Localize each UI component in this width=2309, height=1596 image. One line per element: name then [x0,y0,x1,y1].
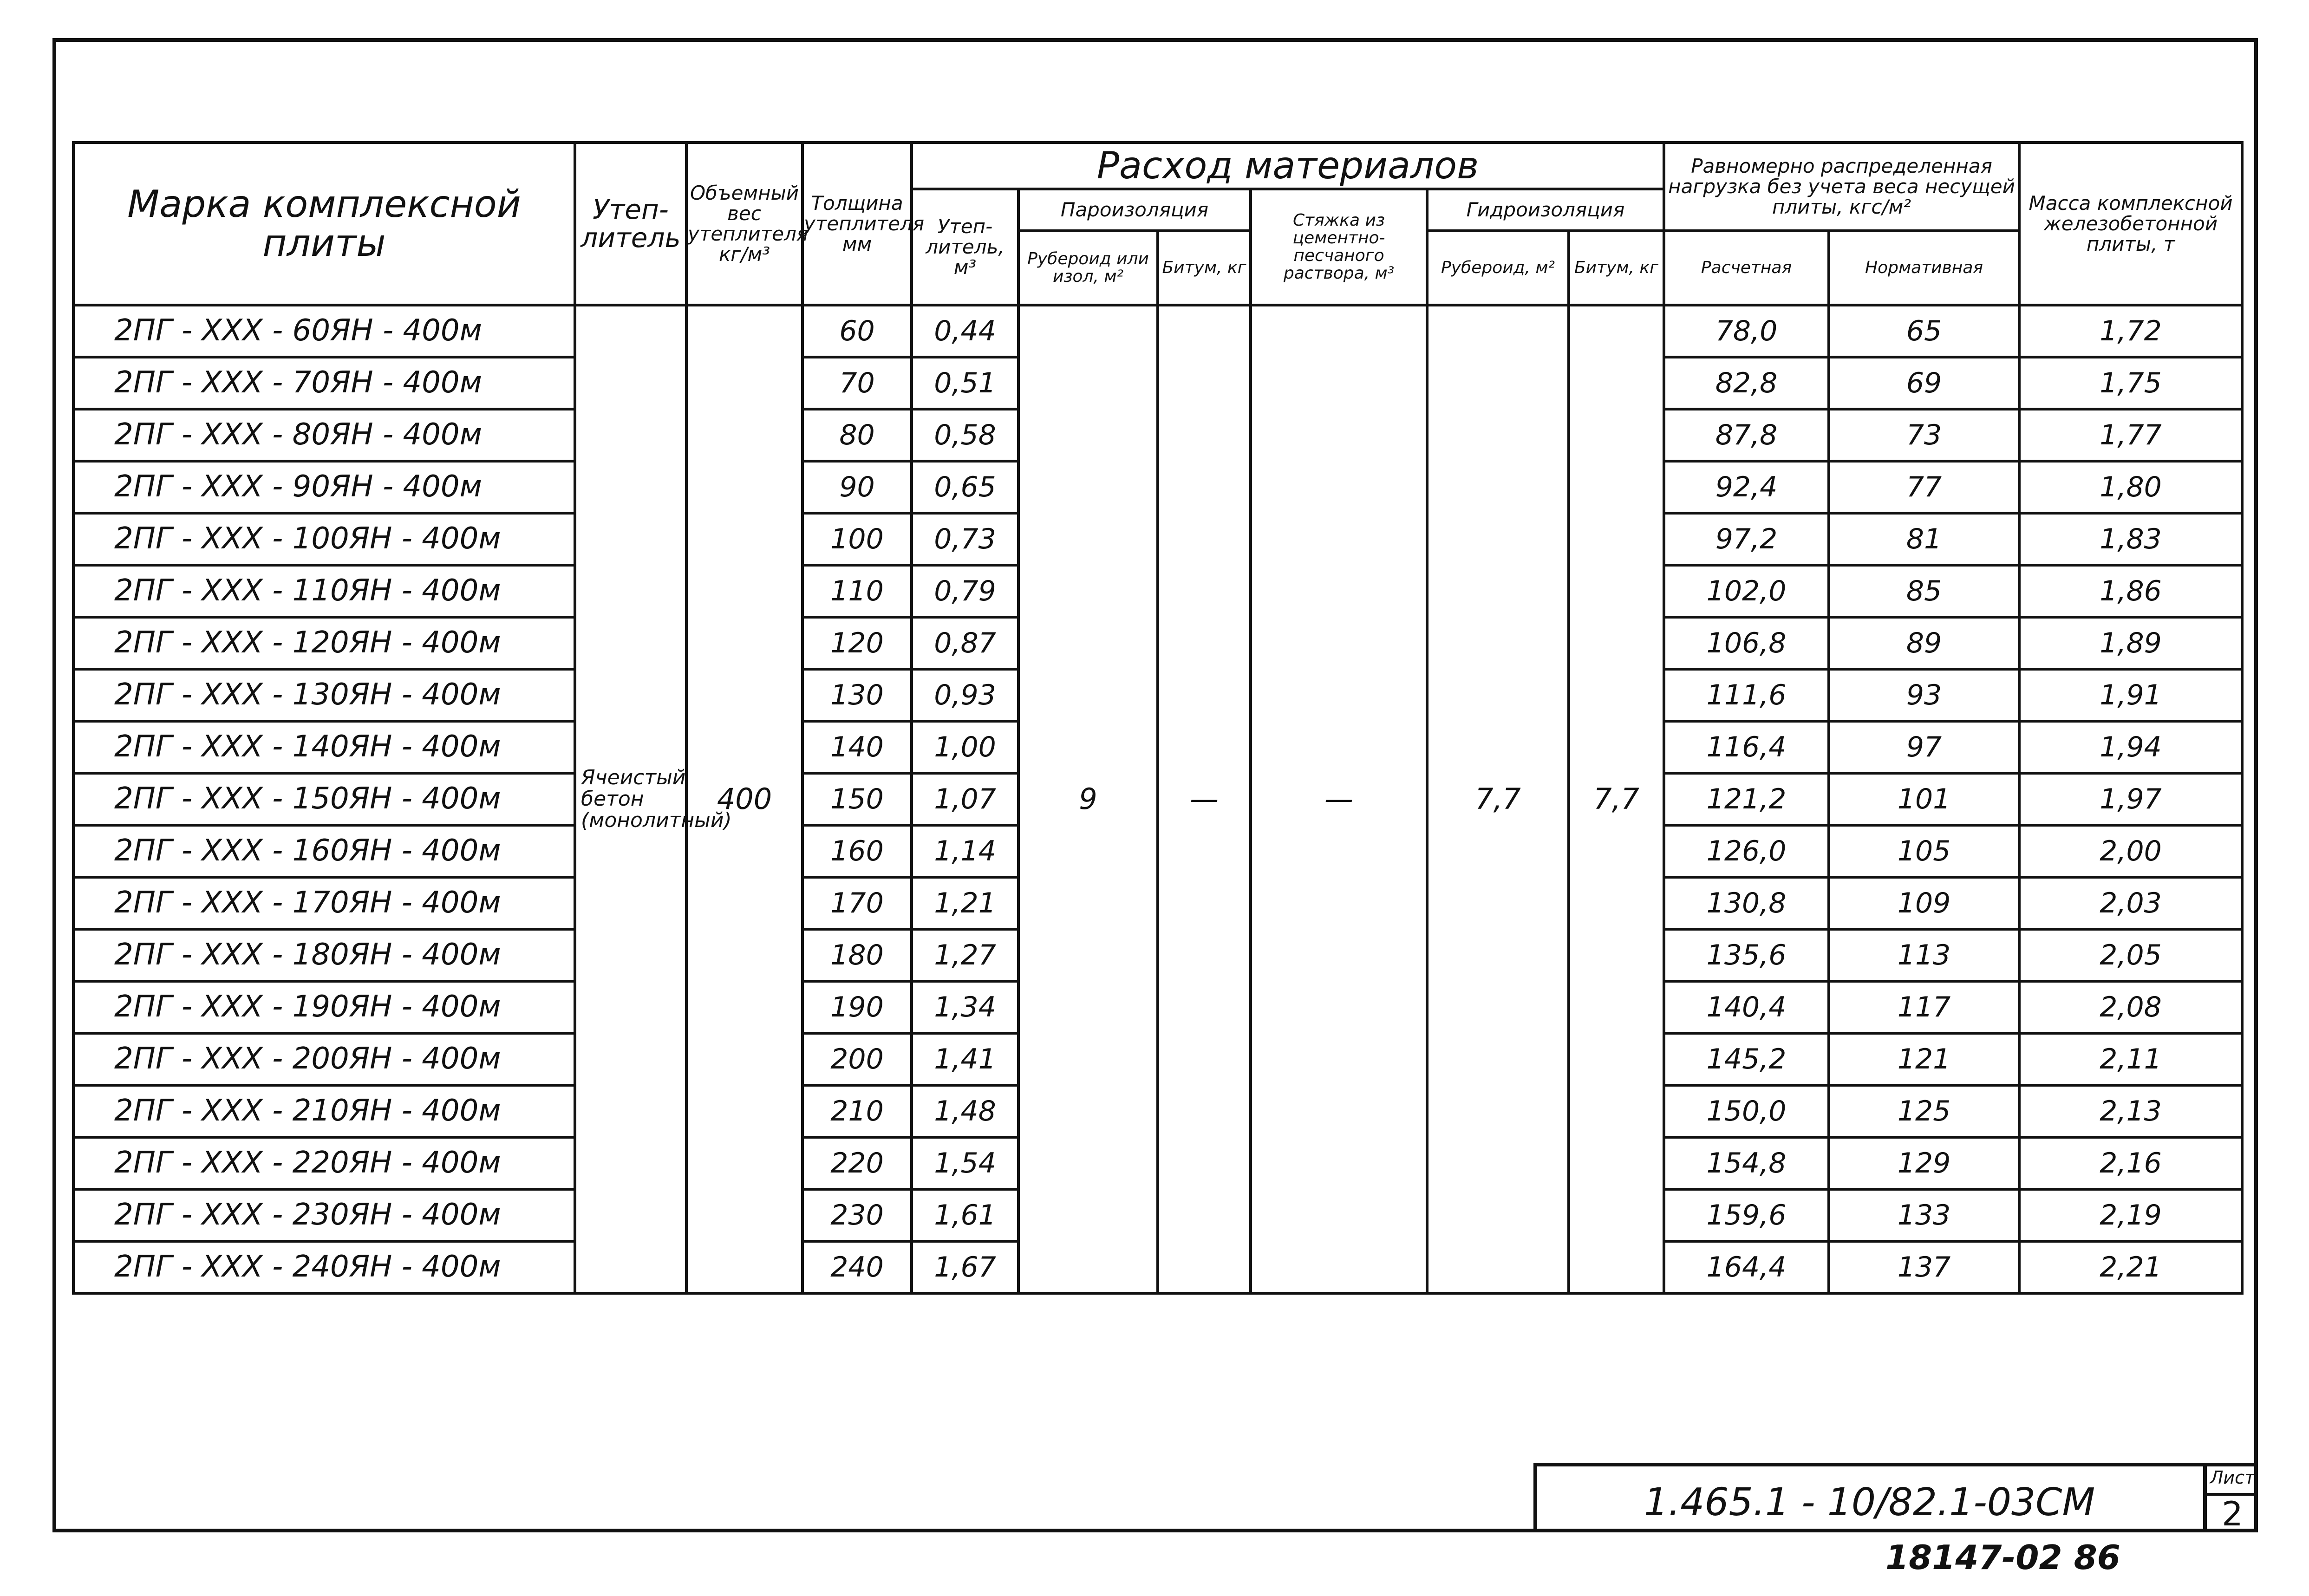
cell-insulant-volume: 1,21 [912,877,1018,929]
cell-mark: 2ПГ - ХХХ - 160ЯН - 400м [73,825,575,877]
cell-insulant-volume: 0,44 [912,305,1018,357]
cell-mass: 2,16 [2019,1137,2242,1189]
cell-load-norm: 81 [1829,513,2019,565]
cell-load-calc: 150,0 [1664,1085,1829,1137]
cell-load-norm: 129 [1829,1137,2019,1189]
header-volume-weight: Объемный вес утеплителя кг/м³ [686,143,802,305]
cell-mark: 2ПГ - ХХХ - 240ЯН - 400м [73,1241,575,1293]
cell-insulant-volume: 0,79 [912,565,1018,617]
header-vapor-bitumen: Битум, кг [1158,231,1251,305]
header-hydro-ruberoid: Рубероид, м² [1427,231,1569,305]
cell-load-calc: 159,6 [1664,1189,1829,1241]
cell-load-norm: 89 [1829,617,2019,669]
cell-hydro-ruberoid-merged: 7,7 [1427,305,1569,1293]
cell-mass: 2,00 [2019,825,2242,877]
cell-load-calc: 106,8 [1664,617,1829,669]
header-mass: Масса комплексной железобетонной плиты, т [2019,143,2242,305]
cell-mass: 2,21 [2019,1241,2242,1293]
cell-thickness: 140 [802,721,912,773]
cell-insulant-volume: 1,14 [912,825,1018,877]
cell-thickness: 90 [802,461,912,513]
title-block [1533,1463,2258,1532]
cell-thickness: 230 [802,1189,912,1241]
cell-insulant-volume: 0,87 [912,617,1018,669]
cell-thickness: 200 [802,1033,912,1085]
header-thickness: Толщина утеплителя мм [802,143,912,305]
cell-load-norm: 85 [1829,565,2019,617]
cell-load-norm: 117 [1829,981,2019,1033]
header-load-norm: Нормативная [1829,231,2019,305]
cell-vapor-bitumen-merged: — [1158,305,1251,1293]
cell-load-norm: 77 [1829,461,2019,513]
cell-load-norm: 109 [1829,877,2019,929]
cell-load-calc: 135,6 [1664,929,1829,981]
cell-load-norm: 121 [1829,1033,2019,1085]
cell-load-norm: 65 [1829,305,2019,357]
cell-mass: 1,72 [2019,305,2242,357]
cell-load-calc: 130,8 [1664,877,1829,929]
cell-thickness: 80 [802,409,912,461]
cell-load-norm: 113 [1829,929,2019,981]
cell-load-calc: 116,4 [1664,721,1829,773]
cell-mass: 2,05 [2019,929,2242,981]
cell-mark: 2ПГ - ХХХ - 220ЯН - 400м [73,1137,575,1189]
header-load-calc: Расчетная [1664,231,1829,305]
cell-thickness: 190 [802,981,912,1033]
cell-mass: 1,89 [2019,617,2242,669]
cell-mass: 2,11 [2019,1033,2242,1085]
cell-load-calc: 92,4 [1664,461,1829,513]
cell-thickness: 220 [802,1137,912,1189]
cell-mass: 1,80 [2019,461,2242,513]
header-vapor-ruberoid: Рубероид или изол, м² [1018,231,1158,305]
cell-mass: 1,97 [2019,773,2242,825]
cell-insulant-volume: 1,61 [912,1189,1018,1241]
archive-number: 18147-02 86 [1885,1538,2120,1577]
cell-mark: 2ПГ - ХХХ - 170ЯН - 400м [73,877,575,929]
cell-mark: 2ПГ - ХХХ - 80ЯН - 400м [73,409,575,461]
cell-load-calc: 154,8 [1664,1137,1829,1189]
cell-vapor-ruberoid-merged: 9 [1018,305,1158,1293]
cell-load-calc: 82,8 [1664,357,1829,409]
cell-mark: 2ПГ - ХХХ - 140ЯН - 400м [73,721,575,773]
cell-mass: 1,83 [2019,513,2242,565]
cell-insulant-volume: 1,34 [912,981,1018,1033]
cell-mark: 2ПГ - ХХХ - 190ЯН - 400м [73,981,575,1033]
cell-load-calc: 121,2 [1664,773,1829,825]
cell-insulant-volume: 0,93 [912,669,1018,721]
cell-load-calc: 78,0 [1664,305,1829,357]
cell-hydro-bitumen-merged: 7,7 [1569,305,1664,1293]
cell-load-norm: 105 [1829,825,2019,877]
cell-mark: 2ПГ - ХХХ - 180ЯН - 400м [73,929,575,981]
cell-thickness: 130 [802,669,912,721]
header-screed: Стяжка из цементно-песчаного раствора, м³ [1251,189,1427,305]
cell-insulant-volume: 0,73 [912,513,1018,565]
header-vapor-barrier: Пароизоляция [1018,189,1251,231]
header-cons-insulant: Утеп-литель, м³ [912,189,1018,305]
cell-thickness: 240 [802,1241,912,1293]
cell-thickness: 70 [802,357,912,409]
cell-mark: 2ПГ - ХХХ - 150ЯН - 400м [73,773,575,825]
cell-insulant-volume: 1,00 [912,721,1018,773]
cell-insulant-volume: 1,48 [912,1085,1018,1137]
cell-load-calc: 87,8 [1664,409,1829,461]
header-hydro-bitumen: Битум, кг [1569,231,1664,305]
cell-mass: 1,77 [2019,409,2242,461]
cell-insulant-volume: 1,41 [912,1033,1018,1085]
cell-load-norm: 69 [1829,357,2019,409]
cell-mark: 2ПГ - ХХХ - 110ЯН - 400м [73,565,575,617]
cell-mark: 2ПГ - ХХХ - 210ЯН - 400м [73,1085,575,1137]
cell-mark: 2ПГ - ХХХ - 90ЯН - 400м [73,461,575,513]
cell-load-norm: 93 [1829,669,2019,721]
cell-insulant-volume: 1,07 [912,773,1018,825]
cell-load-calc: 145,2 [1664,1033,1829,1085]
cell-thickness: 100 [802,513,912,565]
cell-thickness: 210 [802,1085,912,1137]
cell-insulant-volume: 0,65 [912,461,1018,513]
cell-mass: 1,86 [2019,565,2242,617]
cell-load-norm: 73 [1829,409,2019,461]
header-waterproofing: Гидроизоляция [1427,189,1664,231]
header-load: Равномерно распределенная нагрузка без учета веса несущей плиты, кгс/м² [1664,143,2019,231]
cell-thickness: 180 [802,929,912,981]
cell-mass: 2,08 [2019,981,2242,1033]
cell-thickness: 150 [802,773,912,825]
document-code: 1.465.1 - 10/82.1-03СМ [1644,1480,2095,1524]
cell-load-norm: 133 [1829,1189,2019,1241]
cell-thickness: 110 [802,565,912,617]
cell-thickness: 120 [802,617,912,669]
cell-density-merged: 400 [686,305,802,1293]
cell-thickness: 60 [802,305,912,357]
table-row [73,305,2242,357]
cell-load-calc: 102,0 [1664,565,1829,617]
cell-load-calc: 140,4 [1664,981,1829,1033]
cell-mass: 1,75 [2019,357,2242,409]
cell-screed-merged: — [1251,305,1427,1293]
cell-load-calc: 111,6 [1664,669,1829,721]
cell-insulant-volume: 1,27 [912,929,1018,981]
cell-mark: 2ПГ - ХХХ - 230ЯН - 400м [73,1189,575,1241]
header-mark: Марка комплексной плиты [73,143,575,305]
cell-mass: 1,94 [2019,721,2242,773]
cell-mark: 2ПГ - ХХХ - 100ЯН - 400м [73,513,575,565]
cell-load-calc: 97,2 [1664,513,1829,565]
materials-table-wrapper [72,141,2241,1288]
cell-thickness: 160 [802,825,912,877]
cell-thickness: 170 [802,877,912,929]
sheet-number: 2 [2222,1494,2243,1533]
cell-mass: 2,13 [2019,1085,2242,1137]
cell-load-norm: 125 [1829,1085,2019,1137]
cell-load-norm: 101 [1829,773,2019,825]
sheet-label: Лист [2207,1467,2258,1496]
materials-table [72,141,2244,1295]
cell-insulant-volume: 1,67 [912,1241,1018,1293]
header-insulant: Утеп-литель [575,143,686,305]
cell-load-calc: 164,4 [1664,1241,1829,1293]
cell-mark: 2ПГ - ХХХ - 130ЯН - 400м [73,669,575,721]
cell-insulant-merged: Ячеистый бетон (монолитный) [575,305,686,1293]
cell-insulant-volume: 1,54 [912,1137,1018,1189]
cell-insulant-volume: 0,51 [912,357,1018,409]
cell-mass: 1,91 [2019,669,2242,721]
cell-load-norm: 137 [1829,1241,2019,1293]
cell-mark: 2ПГ - ХХХ - 60ЯН - 400м [73,305,575,357]
cell-mark: 2ПГ - ХХХ - 120ЯН - 400м [73,617,575,669]
cell-mass: 2,03 [2019,877,2242,929]
cell-load-calc: 126,0 [1664,825,1829,877]
cell-mark: 2ПГ - ХХХ - 200ЯН - 400м [73,1033,575,1085]
header-consumption: Расход материалов [912,143,1664,189]
cell-mark: 2ПГ - ХХХ - 70ЯН - 400м [73,357,575,409]
cell-mass: 2,19 [2019,1189,2242,1241]
sheet-box [2203,1466,2258,1532]
cell-insulant-volume: 0,58 [912,409,1018,461]
cell-load-norm: 97 [1829,721,2019,773]
